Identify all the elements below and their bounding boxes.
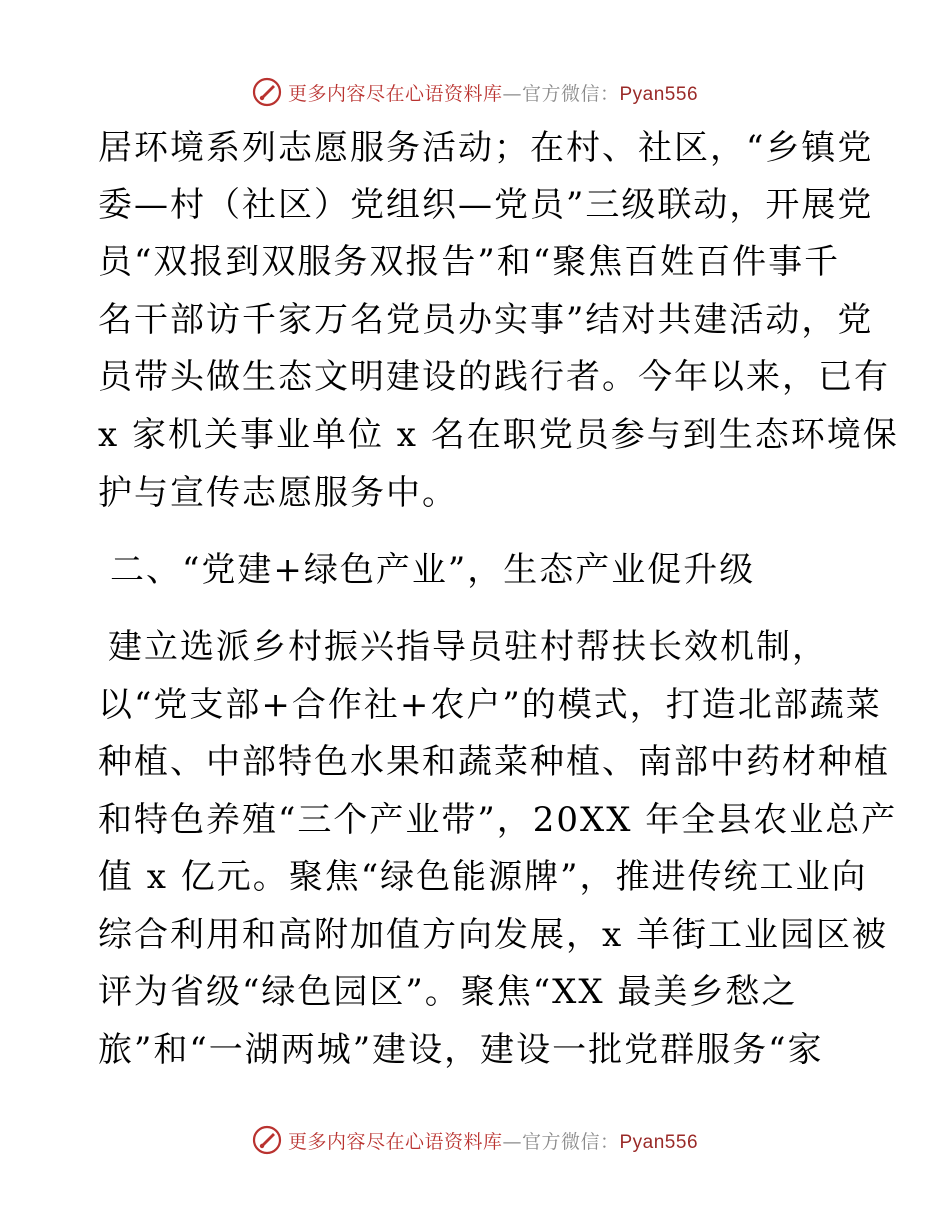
footer-watermark-banner [0,1120,950,1160]
banner-dash: — [502,1130,522,1153]
section-heading: 二、“党建+绿色产业”，生态产业促升级 [110,550,756,590]
header-watermark-banner [0,72,950,112]
brand-logo-icon [252,77,282,107]
banner-wechat-id: Pyan556 [619,1131,699,1153]
brand-logo-icon [252,1125,282,1155]
paragraph-line: 种植、中部特色水果和蔬菜种植、南部中药材种植 [98,742,890,782]
paragraph-line: 旅”和“一湖两城”建设，建设一批党群服务“家 [98,1030,824,1070]
paragraph-line: 居环境系列志愿服务活动；在村、社区，“乡镇党 [98,128,874,168]
banner-title: 更多内容尽在心语资料库 [287,82,503,105]
paragraph-line: 以“党支部+合作社+农户”的模式，打造北部蔬菜 [98,685,882,725]
paragraph-line: x 家机关事业单位 x 名在职党员参与到生态环境保 [98,415,899,455]
banner-title: 更多内容尽在心语资料库 [287,1130,503,1153]
paragraph-line: 建立选派乡村振兴指导员驻村帮扶长效机制， [108,627,828,667]
paragraph-line: 员带头做生态文明建设的践行者。今年以来，已有 [98,357,890,397]
banner-dash: — [502,82,522,105]
paragraph-line: 护与宣传志愿服务中。 [98,473,458,513]
paragraph-line: 委—村（社区）党组织—党员”三级联动，开展党 [98,185,874,225]
paragraph-line: 和特色养殖“三个产业带”，20XX 年全县农业总产 [98,800,898,840]
paragraph-line: 评为省级“绿色园区”。聚焦“XX 最美乡愁之 [98,972,798,1012]
banner-wechat-id: Pyan556 [619,83,699,105]
paragraph-line: 员“双报到双服务双报告”和“聚焦百姓百件事千 [98,242,841,282]
paragraph-line: 名干部访千家万名党员办实事”结对共建活动，党 [98,300,874,340]
banner-wechat-label: 官方微信： [521,82,620,105]
paragraph-line: 值 x 亿元。聚焦“绿色能源牌”，推进传统工业向 [98,857,868,897]
paragraph-line: 综合利用和高附加值方向发展，x 羊街工业园区被 [98,915,888,955]
banner-wechat-label: 官方微信： [521,1130,620,1153]
